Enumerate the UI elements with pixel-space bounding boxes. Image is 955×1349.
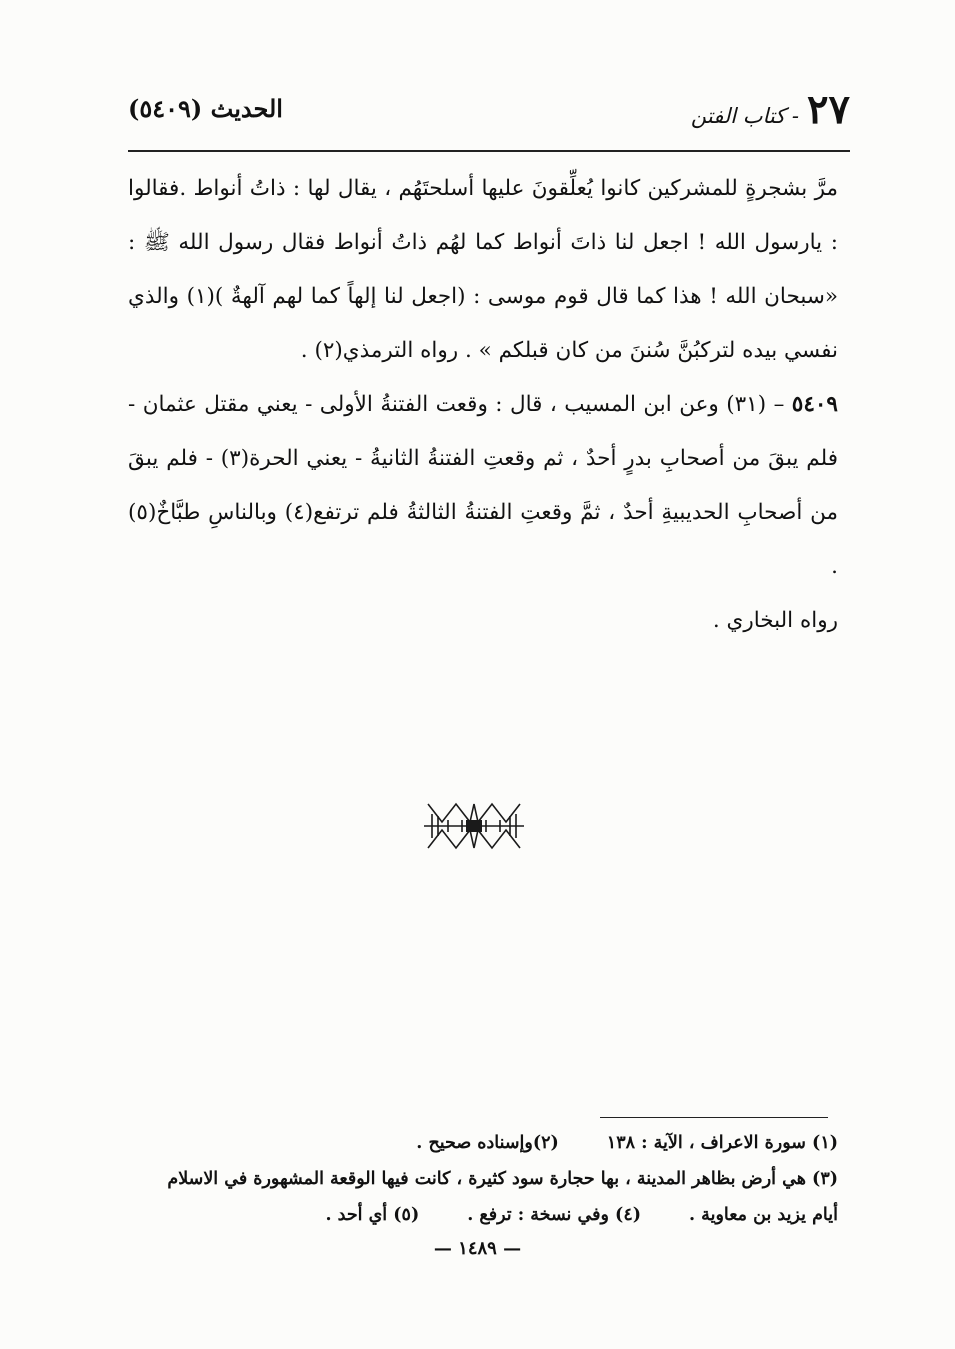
footnote-2: (٢)وإسناده صحيح . [416, 1133, 559, 1153]
ornament-icon [422, 800, 526, 852]
running-header [128, 80, 850, 150]
attribution: رواه البخاري . [712, 608, 838, 633]
chapter-title: - كتاب الفتن [690, 104, 800, 128]
footnote-rule [600, 1117, 828, 1118]
footnote-3: (٣) هي أرض بظاهر المدينة ، بها حجارة سود كثيرة ، كانت فيها الوقعة المشهورة في الاسلام [167, 1169, 838, 1189]
page-number: — ١٤٨٩ — [433, 1238, 522, 1259]
paragraph-2 [128, 378, 838, 594]
entry-number: ٥٤٠٩ [791, 392, 838, 417]
footnote-4: (٤) وفي نسخة : ترفع . [467, 1205, 641, 1225]
chapter-heading [690, 86, 850, 133]
footnote-3-continued: أيام يزيد بن معاوية . [689, 1205, 838, 1225]
paragraph-2-text: – (٣١) وعن ابن المسيب ، قال : وقعت الفتنةُ الأولى - يعني مقتل عثمان - فلم يبقَ من أصحابِ بدرٍ أحدٌ ، ثم وقعتِ الفتنةُ الثانيةُ - يعني الحرة(٣) - فلم يبقَ من أصحابِ الحديبيةِ أحدٌ ، ثمَّ وقعتِ الفتنةُ الثالثةُ فلم ترتفع(٤) وبالناسِ طبَّاخٌ(٥) . [128, 392, 838, 579]
header-rule [128, 150, 850, 152]
footnote-1: (١) سورة الاعراف ، الآية : ١٣٨ [606, 1133, 838, 1153]
hadith-range: الحديث (٥٤٠٩) [128, 94, 283, 123]
paragraph-1: مرَّ بشجرةٍ للمشركين كانوا يُعلِّقونَ عليها أسلحتَهُم ، يقال لها : ذاتُ أنواط .فقالوا : يارسول الله ! اجعل لنا ذاتَ أنواط كما لهُم ذاتُ أنواط فقال رسول الله ﷺ : «سبحان الله ! هذا كما قال قوم موسى : (اجعل لنا إلهاً كما لهم آلهةٌ )(١) والذي نفسي بيده لتركبُنَّ سُننَ من كان قبلكم » . رواه الترمذي(٢) . [128, 176, 839, 363]
footnote-line-1 [110, 1125, 838, 1161]
chapter-number: ٢٧ [807, 86, 850, 133]
footnote-line-3 [110, 1197, 838, 1233]
main-text [128, 162, 838, 648]
footnotes [110, 1125, 838, 1233]
footnote-5: (٥) أي أحد . [325, 1205, 420, 1225]
